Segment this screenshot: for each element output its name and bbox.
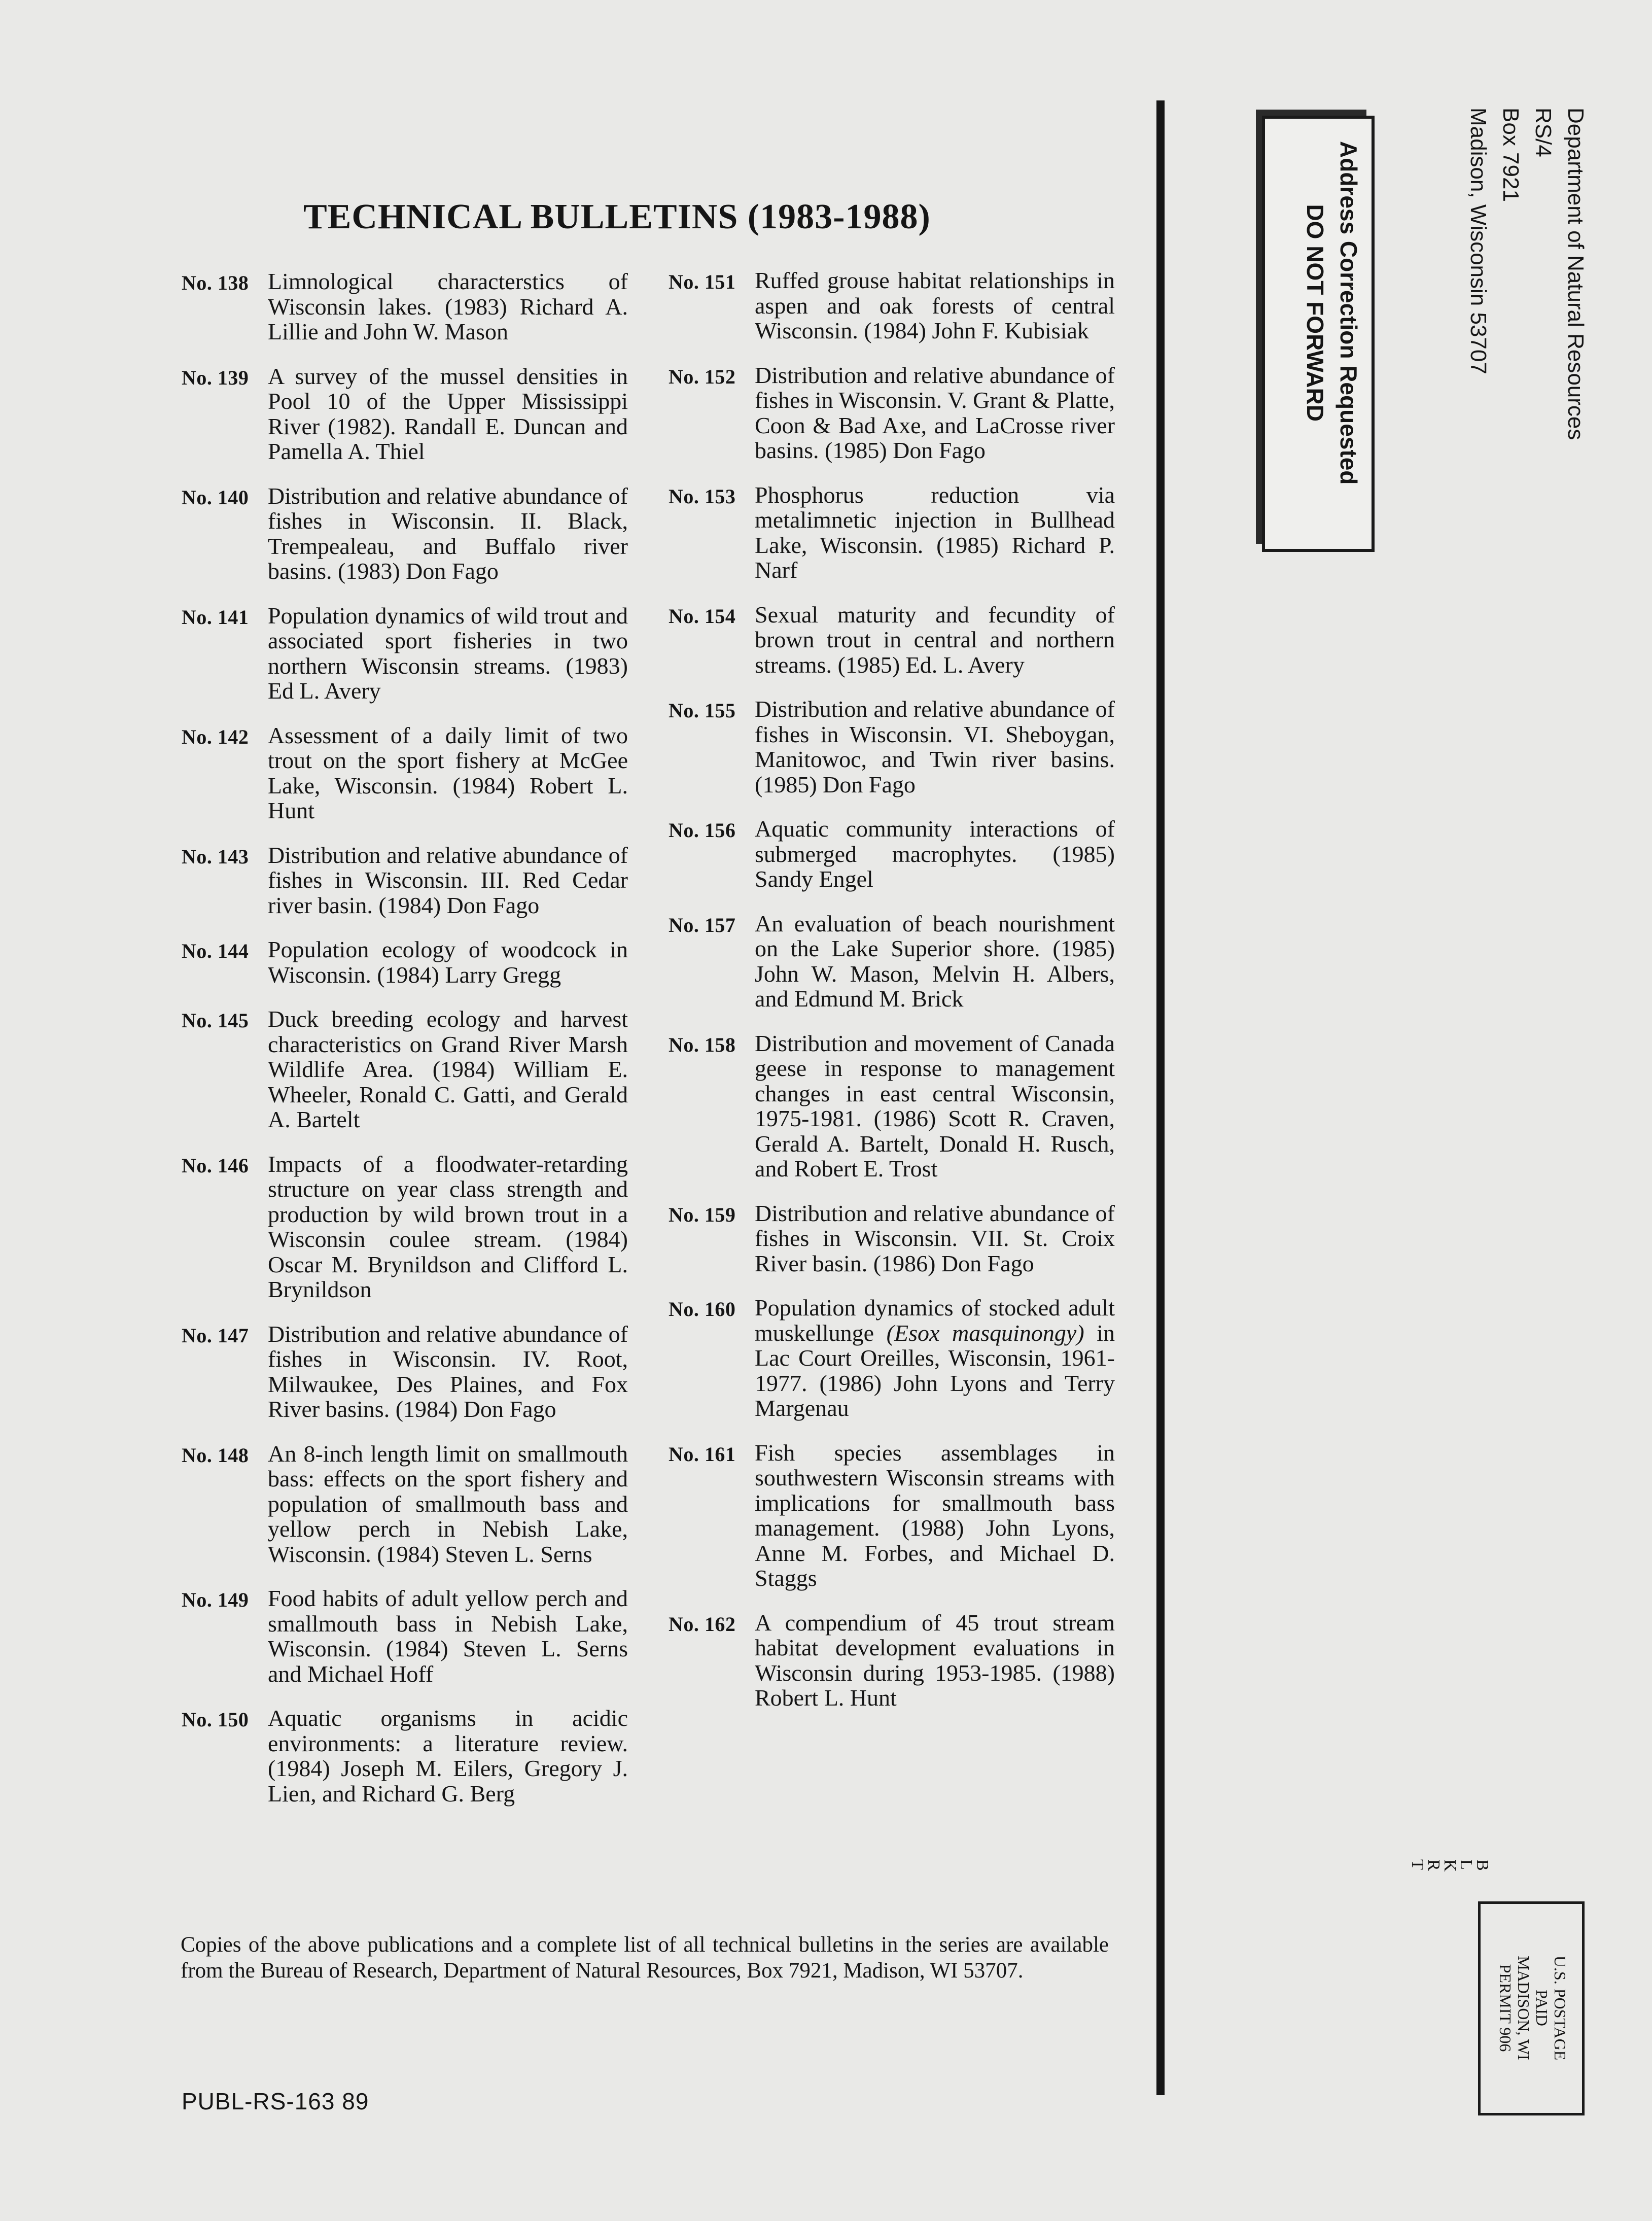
postage-line: PERMIT 906 (1496, 1964, 1515, 2052)
address-correction-text (1298, 141, 1365, 484)
bulletin-text: Assessment of a daily limit of two trout on the sport fishery at McGee Lake, Wisconsin. (1984) Robert L. Hunt (268, 722, 628, 823)
bulletin-number: No. 154 (669, 604, 736, 628)
address-correction-line: Address Correction Requested (1335, 141, 1362, 485)
bulletin-number: No. 150 (182, 1708, 249, 1731)
bulletin-text: Sexual maturity and fecundity of brown trout in central and northern streams. (1985) Ed. L. Avery (755, 601, 1115, 678)
bulletin-text (755, 1295, 1115, 1421)
bulletin-number: No. 138 (182, 271, 249, 294)
bulletin-text: Population dynamics of wild trout and associated sport fisheries in two northern Wisconsin streams. (1983) Ed L. Avery (268, 602, 628, 704)
bulletin-entry (669, 482, 1115, 583)
bulletin-text-end: in Lac Court Oreilles, Wisconsin, 1961-1977. (1986) John Lyons and Terry Margenau (755, 1320, 1115, 1421)
bulletin-entry (182, 723, 628, 823)
rate-letter: L (1457, 1859, 1475, 1873)
bulletin-text: Distribution and relative abundance of fishes in Wisconsin. III. Red Cedar river basin. (1984) Don Fago (268, 842, 628, 918)
bulletin-number: No. 143 (182, 845, 249, 868)
right-column (669, 268, 1115, 1730)
vertical-divider (1156, 100, 1165, 2095)
bulletin-entry (669, 911, 1115, 1012)
bulletin-text: Impacts of a floodwater-retarding structure on year class strength and production by wild brown trout in a Wisconsin coulee stream. (1984) Oscar M. Brynildson and Clifford L. Brynildson (268, 1151, 628, 1302)
bulletin-number: No. 161 (669, 1442, 736, 1466)
rate-letter: B (1473, 1859, 1492, 1874)
do-not-forward-line: DO NOT FORWARD (1302, 204, 1328, 422)
bulletin-entry (669, 268, 1115, 343)
bulletin-number: No. 146 (182, 1154, 249, 1177)
bulletin-text: Distribution and relative abundance of fishes in Wisconsin. VII. St. Croix River basin. (1986) Don Fago (755, 1200, 1115, 1276)
bulletin-number: No. 149 (182, 1588, 249, 1611)
bulletin-entry (182, 1706, 628, 1806)
bulletin-text: Population ecology of woodcock in Wisconsin. (1984) Larry Gregg (268, 936, 628, 988)
bulletin-text: Phosphorus reduction via metalimnetic injection in Bullhead Lake, Wisconsin. (1985) Richard P. Narf (755, 481, 1115, 583)
bulletin-number: No. 156 (669, 819, 736, 842)
bulletin-entry (669, 816, 1115, 892)
return-address-line: RS/4 (1531, 108, 1556, 157)
bulletin-entry (669, 1610, 1115, 1711)
postage-indicia-text (1496, 1914, 1569, 2102)
bulletin-number: No. 157 (669, 913, 736, 936)
bulletin-entry (182, 1441, 628, 1567)
bulletin-entry (182, 269, 628, 344)
rate-letters (1409, 1859, 1490, 1875)
bulletin-entry (182, 843, 628, 918)
rate-letter: T (1408, 1859, 1427, 1873)
return-address-line: Box 7921 (1498, 108, 1523, 202)
species-name: (Esox masquinongy) (886, 1320, 1084, 1346)
bulletin-number: No. 151 (669, 270, 736, 293)
bulletin-text: Fish species assemblages in southwestern Wisconsin streams with implications for smallmouth bass management. (1988) John Lyons, Anne M. Forbes, and Michael D. Staggs (755, 1439, 1115, 1591)
return-address-line: Madison, Wisconsin 53707 (1466, 108, 1491, 374)
bulletin-number: No. 142 (182, 725, 249, 748)
bulletin-entry (182, 1586, 628, 1686)
bulletin-number: No. 144 (182, 940, 249, 962)
bulletin-entry (669, 1295, 1115, 1421)
left-column (182, 269, 628, 1825)
bulletin-number: No. 147 (182, 1324, 249, 1347)
bulletin-text: Distribution and relative abundance of fishes in Wisconsin. V. Grant & Platte, Coon & Bad Axe, and LaCrosse river basins. (1985) Don Fago (755, 362, 1115, 463)
bulletin-number: No. 153 (669, 484, 736, 508)
bulletin-text: A survey of the mussel densities in Pool 10 of the Upper Mississippi River (1982). Randall E. Duncan and Pamella A. Thiel (268, 363, 628, 464)
bulletin-text: An 8-inch length limit on smallmouth bass: effects on the sport fishery and population of smallmouth bass and yellow perch in Nebish Lake, Wisconsin. (1984) Steven L. Serns (268, 1440, 628, 1567)
page-title: TECHNICAL BULLETINS (1983-1988) (303, 197, 931, 236)
bulletin-entry (182, 1007, 628, 1132)
bulletin-entry (182, 937, 628, 987)
bulletin-entry (669, 697, 1115, 797)
bulletin-number: No. 160 (669, 1298, 736, 1321)
bulletin-number: No. 158 (669, 1033, 736, 1056)
postage-line: U.S. POSTAGE (1551, 1955, 1569, 2061)
bulletin-entry (669, 1031, 1115, 1182)
bulletin-entry (669, 1440, 1115, 1591)
bulletin-text: Duck breeding ecology and harvest characteristics on Grand River Marsh Wildlife Area. (1984) William E. Wheeler, Ronald C. Gatti, and Gerald A. Bartelt (268, 1006, 628, 1132)
bulletin-text: Ruffed grouse habitat relationships in aspen and oak forests of central Wisconsin. (1984) John F. Kubisiak (755, 267, 1115, 343)
bulletin-number: No. 162 (669, 1612, 736, 1636)
bulletin-number: No. 155 (669, 699, 736, 722)
return-address (1462, 108, 1592, 440)
publication-code: PUBL-RS-163 89 (182, 2088, 369, 2114)
bulletin-text-start: Population dynamics of stocked adult muskellunge (755, 1295, 1115, 1346)
bulletin-number: No. 140 (182, 485, 249, 509)
bulletin-number: No. 159 (669, 1203, 736, 1226)
bulletin-entry (669, 363, 1115, 463)
bulletin-number: No. 145 (182, 1009, 249, 1032)
rate-letter: R (1424, 1859, 1443, 1874)
bulletin-entry (669, 602, 1115, 678)
postage-line: MADISON, WI (1515, 1956, 1533, 2060)
bulletin-text: Distribution and relative abundance of fishes in Wisconsin. IV. Root, Milwaukee, Des Plaines, and Fox River basins. (1984) Don Fago (268, 1321, 628, 1422)
bulletin-entry (182, 1322, 628, 1422)
bulletin-text: Food habits of adult yellow perch and smallmouth bass in Nebish Lake, Wisconsin. (1984) Steven L. Serns and Michael Hoff (268, 1585, 628, 1687)
bulletin-number: No. 148 (182, 1443, 249, 1467)
bulletin-text: Distribution and movement of Canada geese in response to management changes in east central Wisconsin, 1975-1981. (1986) Scott R. Craven, Gerald A. Bartelt, Donald H. Rusch, and Robert E. Trost (755, 1030, 1115, 1182)
availability-note: Copies of the above publications and a complete list of all technical bulletins in the series are available from the Bureau of Research, Department of Natural Resources, Box 7921, Madison, WI 53707. (181, 1933, 1109, 1983)
bulletin-entry (669, 1201, 1115, 1276)
bulletin-text: Distribution and relative abundance of fishes in Wisconsin. VI. Sheboygan, Manitowoc, and Twin river basins. (1985) Don Fago (755, 696, 1115, 797)
bulletin-entry (182, 483, 628, 584)
rate-letter: K (1440, 1859, 1459, 1875)
bulletin-text: Aquatic organisms in acidic environments: a literature review. (1984) Joseph M. Eilers, Gregory J. Lien, and Richard G. Berg (268, 1705, 628, 1807)
bulletin-text: Limnological characterstics of Wisconsin lakes. (1983) Richard A. Lillie and John W. Mason (268, 268, 628, 344)
bulletin-text: Aquatic community interactions of submerged macrophytes. (1985) Sandy Engel (755, 816, 1115, 892)
bulletin-number: No. 141 (182, 605, 249, 629)
postage-line: PAID (1533, 1990, 1551, 2026)
bulletin-entry (182, 603, 628, 704)
bulletin-number: No. 152 (669, 365, 736, 388)
return-address-line: Department of Natural Resources (1563, 108, 1588, 440)
bulletin-entry (182, 1152, 628, 1302)
bulletin-text: Distribution and relative abundance of fishes in Wisconsin. II. Black, Trempealeau, and Buffalo river basins. (1983) Don Fago (268, 482, 628, 584)
bulletin-text: A compendium of 45 trout stream habitat development evaluations in Wisconsin during 1953-1985. (1988) Robert L. Hunt (755, 1609, 1115, 1711)
bulletin-text: An evaluation of beach nourishment on the Lake Superior shore. (1985) John W. Mason, Melvin H. Albers, and Edmund M. Brick (755, 910, 1115, 1012)
bulletin-number: No. 139 (182, 366, 249, 389)
bulletin-entry (182, 364, 628, 464)
